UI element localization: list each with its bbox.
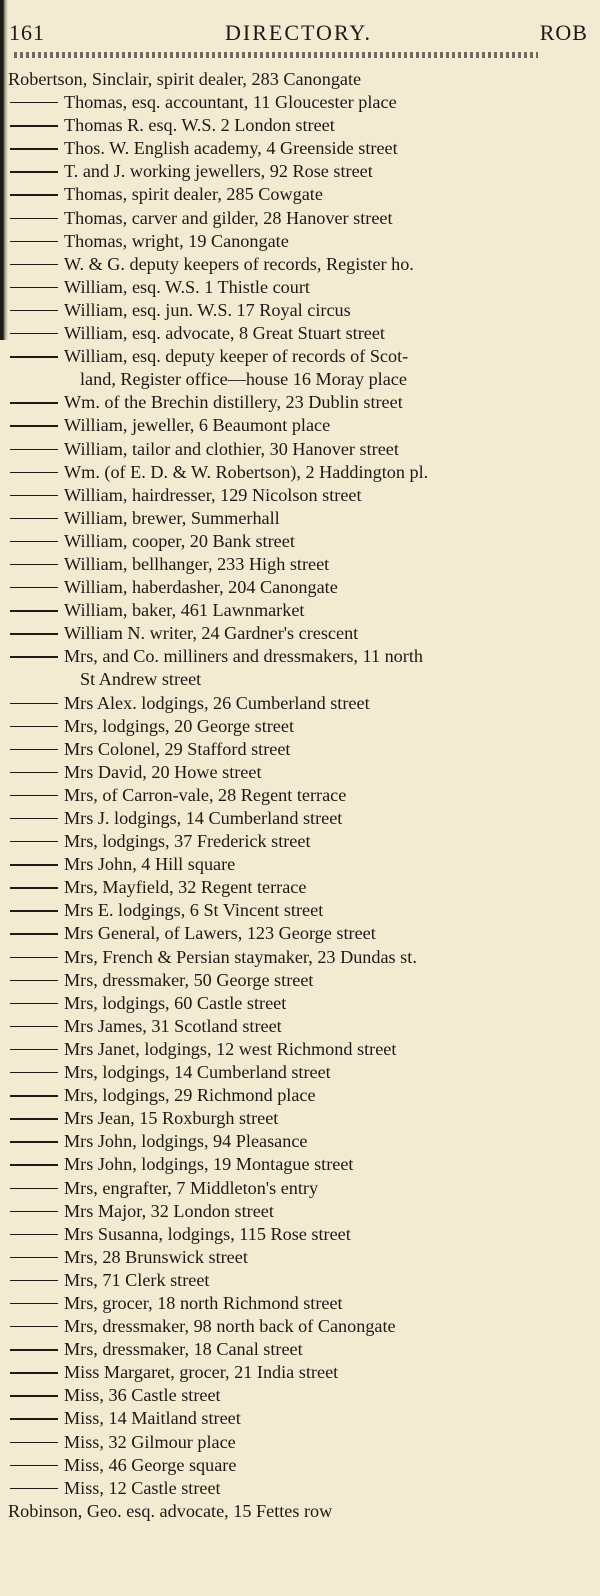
entry-text: William, haberdasher, 204 Canongate — [64, 577, 338, 598]
ditto-dash — [10, 1026, 58, 1027]
entry-text: Mrs Janet, lodgings, 12 west Richmond street — [64, 1038, 397, 1059]
directory-entry — [6, 622, 592, 645]
ditto-dash — [10, 1188, 58, 1189]
entry-text: Mrs John, lodgings, 94 Pleasance — [64, 1131, 308, 1152]
directory-entry — [6, 876, 592, 899]
ditto-dash — [10, 1326, 58, 1327]
directory-entry — [6, 276, 592, 299]
directory-entry — [6, 1500, 592, 1523]
directory-entry — [6, 969, 592, 992]
entry-text: Mrs John, 4 Hill square — [64, 854, 236, 875]
ditto-dash — [10, 218, 58, 219]
entry-text: Mrs, lodgings, 37 Frederick street — [64, 831, 311, 852]
ditto-dash — [10, 241, 58, 242]
directory-entry — [6, 484, 592, 507]
entry-text: Miss, 14 Maitland street — [64, 1408, 241, 1429]
ditto-dash — [10, 264, 58, 265]
directory-entry — [6, 1477, 592, 1500]
directory-entry — [6, 946, 592, 969]
ditto-dash — [10, 749, 58, 750]
ditto-dash — [10, 1372, 58, 1373]
ditto-dash — [10, 495, 58, 496]
entry-text: Mrs, lodgings, 20 George street — [64, 715, 295, 736]
entry-text: Mrs, lodgings, 14 Cumberland street — [64, 1062, 331, 1083]
directory-entry — [6, 530, 592, 553]
ditto-dash — [10, 933, 58, 934]
entry-text: Mrs David, 20 Howe street — [64, 761, 262, 782]
entry-text: Mrs, and Co. milliners and dressmakers, 11 north — [64, 646, 423, 667]
directory-entry — [6, 1177, 592, 1200]
ditto-dash — [10, 310, 58, 311]
ditto-dash — [10, 1234, 58, 1235]
ditto-dash — [10, 864, 58, 865]
entry-text: Mrs, grocer, 18 north Richmond street — [64, 1292, 343, 1313]
directory-entry — [6, 137, 592, 160]
ditto-dash — [10, 841, 58, 842]
entry-text: William, esq. deputy keeper of records of Scot- — [64, 346, 409, 367]
directory-entry — [6, 253, 592, 276]
entry-continuation — [6, 368, 592, 391]
directory-entry — [6, 1361, 592, 1384]
directory-entry — [6, 761, 592, 784]
directory-entry — [6, 1269, 592, 1292]
ditto-dash — [10, 1465, 58, 1466]
entry-text: Mrs, lodgings, 29 Richmond place — [64, 1085, 316, 1106]
entry-text: T. and J. working jewellers, 92 Rose street — [64, 161, 373, 182]
ditto-dash — [10, 402, 58, 403]
entry-text: Mrs, dressmaker, 18 Canal street — [64, 1339, 303, 1360]
ditto-dash — [10, 610, 58, 611]
entry-text: Thomas, wright, 19 Canongate — [64, 230, 289, 251]
directory-entry — [6, 91, 592, 114]
entry-text: Thomas R. esq. W.S. 2 London street — [64, 115, 335, 136]
ditto-dash — [10, 818, 58, 819]
ditto-dash — [10, 957, 58, 958]
directory-entry — [6, 715, 592, 738]
ditto-dash — [10, 1488, 58, 1489]
directory-entry — [6, 1015, 592, 1038]
entry-text: Mrs, dressmaker, 50 George street — [64, 969, 314, 990]
page-number: 161 — [9, 20, 45, 45]
ditto-dash — [10, 1418, 58, 1419]
entry-text: William, hairdresser, 129 Nicolson street — [64, 484, 362, 505]
directory-entry — [6, 183, 592, 206]
ditto-dash — [10, 148, 58, 149]
ditto-dash — [10, 887, 58, 888]
ditto-dash — [10, 726, 58, 727]
entry-text: Mrs, dressmaker, 98 north back of Canongate — [64, 1316, 396, 1337]
directory-entry — [6, 1084, 592, 1107]
ditto-dash — [10, 472, 58, 473]
entry-list — [6, 68, 592, 1523]
entry-text: William, baker, 461 Lawnmarket — [64, 600, 305, 621]
ditto-dash — [10, 425, 58, 426]
ditto-dash — [10, 518, 58, 519]
directory-entry — [6, 322, 592, 345]
directory-entry — [6, 1292, 592, 1315]
entry-text: William, jeweller, 6 Beaumont place — [64, 415, 331, 436]
ditto-dash — [10, 1164, 58, 1165]
ditto-dash — [10, 1118, 58, 1119]
directory-entry — [6, 1315, 592, 1338]
entry-text: William, esq. jun. W.S. 17 Royal circus — [64, 299, 351, 320]
ditto-dash — [10, 1072, 58, 1073]
ditto-dash — [10, 449, 58, 450]
entry-text: Mrs, Mayfield, 32 Regent terrace — [64, 877, 307, 898]
entry-text: Mrs John, lodgings, 19 Montague street — [64, 1154, 354, 1175]
entry-text: William, bellhanger, 233 High street — [64, 553, 330, 574]
directory-entry — [6, 507, 592, 530]
entry-text: Mrs James, 31 Scotland street — [64, 1015, 282, 1036]
directory-entry — [6, 114, 592, 137]
directory-entry — [6, 1223, 592, 1246]
directory-entry — [6, 299, 592, 322]
entry-text: Robinson, Geo. esq. advocate, 15 Fettes row — [8, 1500, 333, 1521]
entry-text: Mrs J. lodgings, 14 Cumberland street — [64, 808, 343, 828]
entry-text: Mrs Colonel, 29 Stafford street — [64, 738, 291, 759]
directory-entry — [6, 391, 592, 414]
entry-text: Mrs, engrafter, 7 Middleton's entry — [64, 1177, 319, 1198]
directory-entry — [6, 692, 592, 715]
entry-text: Mrs, 28 Brunswick street — [64, 1246, 248, 1267]
entry-text: Thomas, spirit dealer, 285 Cowgate — [64, 184, 323, 205]
entry-text: Mrs, 71 Clerk street — [64, 1269, 210, 1290]
entry-text: Miss, 46 George square — [64, 1454, 237, 1475]
entry-text: Thos. W. English academy, 4 Greenside street — [64, 138, 398, 159]
ditto-dash — [10, 194, 58, 195]
ditto-dash — [10, 541, 58, 542]
ditto-dash — [10, 564, 58, 565]
ditto-dash — [10, 1442, 58, 1443]
directory-entry — [6, 853, 592, 876]
running-head: ROB — [539, 20, 588, 45]
header-rule — [14, 52, 538, 58]
directory-entry — [6, 1200, 592, 1223]
directory-entry — [6, 1338, 592, 1361]
entry-text: Wm. (of E. D. & W. Robertson), 2 Haddington pl. — [64, 461, 429, 482]
ditto-dash — [10, 102, 58, 103]
directory-entry — [6, 645, 592, 668]
ditto-dash — [10, 1049, 58, 1050]
ditto-dash — [10, 287, 58, 288]
directory-entry — [6, 1384, 592, 1407]
directory-entry — [6, 1107, 592, 1130]
directory-entry — [6, 1431, 592, 1454]
ditto-dash — [10, 1280, 58, 1281]
directory-entry — [6, 1153, 592, 1176]
directory-entry — [6, 922, 592, 945]
directory-entry — [6, 830, 592, 853]
directory-entry — [6, 1130, 592, 1153]
directory-entry — [6, 438, 592, 461]
directory-entry — [6, 992, 592, 1015]
entry-text: Mrs, lodgings, 60 Castle street — [64, 992, 287, 1013]
entry-text: Thomas, esq. accountant, 11 Gloucester place — [64, 92, 397, 113]
entry-text: William N. writer, 24 Gardner's crescent — [64, 623, 359, 644]
directory-entry — [6, 807, 592, 830]
entry-continuation — [6, 668, 592, 691]
ditto-dash — [10, 1395, 58, 1396]
ditto-dash — [10, 656, 58, 657]
ditto-dash — [10, 795, 58, 796]
directory-entry — [6, 553, 592, 576]
entry-text: Miss, 32 Gilmour place — [64, 1431, 236, 1452]
ditto-dash — [10, 910, 58, 911]
ditto-dash — [10, 1349, 58, 1350]
page-title: DIRECTORY. — [225, 20, 372, 45]
directory-entry — [6, 576, 592, 599]
ditto-dash — [10, 703, 58, 704]
ditto-dash — [10, 1095, 58, 1096]
entry-text: William, tailor and clothier, 30 Hanover street — [64, 438, 399, 459]
entry-text: land, Register office—house 16 Moray place — [80, 369, 407, 390]
ditto-dash — [10, 1257, 58, 1258]
directory-entry — [6, 599, 592, 622]
directory-entry — [6, 461, 592, 484]
ditto-dash — [10, 1303, 58, 1304]
ditto-dash — [10, 1003, 58, 1004]
ditto-dash — [10, 333, 58, 334]
entry-text: W. & G. deputy keepers of records, Register ho. — [64, 253, 414, 274]
directory-entry — [6, 784, 592, 807]
directory-entry — [6, 1246, 592, 1269]
entry-text: William, brewer, Summerhall — [64, 507, 280, 528]
directory-entry — [6, 414, 592, 437]
entry-text: Robertson, Sinclair, spirit dealer, 283 Canongate — [8, 69, 362, 89]
entry-text: Miss, 36 Castle street — [64, 1385, 221, 1406]
ditto-dash — [10, 980, 58, 981]
entry-text: Miss Margaret, grocer, 21 India street — [64, 1362, 339, 1383]
directory-entry — [6, 1061, 592, 1084]
directory-entry — [6, 1407, 592, 1430]
entry-text: Mrs, of Carron-vale, 28 Regent terrace — [64, 784, 347, 805]
entry-text: Thomas, carver and gilder, 28 Hanover street — [64, 207, 393, 228]
entry-text: Mrs Susanna, lodgings, 115 Rose street — [64, 1223, 351, 1244]
ditto-dash — [10, 772, 58, 773]
directory-entry — [6, 899, 592, 922]
entry-text: Miss, 12 Castle street — [64, 1477, 221, 1498]
directory-entry — [6, 160, 592, 183]
directory-entry — [6, 345, 592, 368]
entry-text: Mrs Major, 32 London street — [64, 1200, 274, 1221]
ditto-dash — [10, 1211, 58, 1212]
directory-entry — [6, 230, 592, 253]
entry-text: St Andrew street — [80, 669, 202, 690]
entry-text: William, cooper, 20 Bank street — [64, 530, 295, 551]
entry-text: Mrs, French & Persian staymaker, 23 Dundas st. — [64, 946, 417, 967]
entry-text: Mrs Alex. lodgings, 26 Cumberland street — [64, 692, 370, 713]
ditto-dash — [10, 587, 58, 588]
page-header — [9, 14, 588, 46]
ditto-dash — [10, 633, 58, 634]
directory-entry — [6, 1454, 592, 1477]
directory-entry — [6, 1038, 592, 1061]
entry-text: Wm. of the Brechin distillery, 23 Dublin street — [64, 392, 403, 413]
entry-text: Mrs E. lodgings, 6 St Vincent street — [64, 900, 324, 921]
ditto-dash — [10, 171, 58, 172]
entry-text: William, esq. W.S. 1 Thistle court — [64, 276, 310, 297]
ditto-dash — [10, 356, 58, 357]
entry-text: Mrs General, of Lawers, 123 George street — [64, 923, 376, 944]
directory-entry — [6, 207, 592, 230]
entry-text: William, esq. advocate, 8 Great Stuart street — [64, 323, 385, 344]
entry-text: Mrs Jean, 15 Roxburgh street — [64, 1108, 279, 1129]
directory-entry — [6, 738, 592, 761]
ditto-dash — [10, 125, 58, 126]
ditto-dash — [10, 1141, 58, 1142]
directory-entry — [6, 68, 592, 91]
